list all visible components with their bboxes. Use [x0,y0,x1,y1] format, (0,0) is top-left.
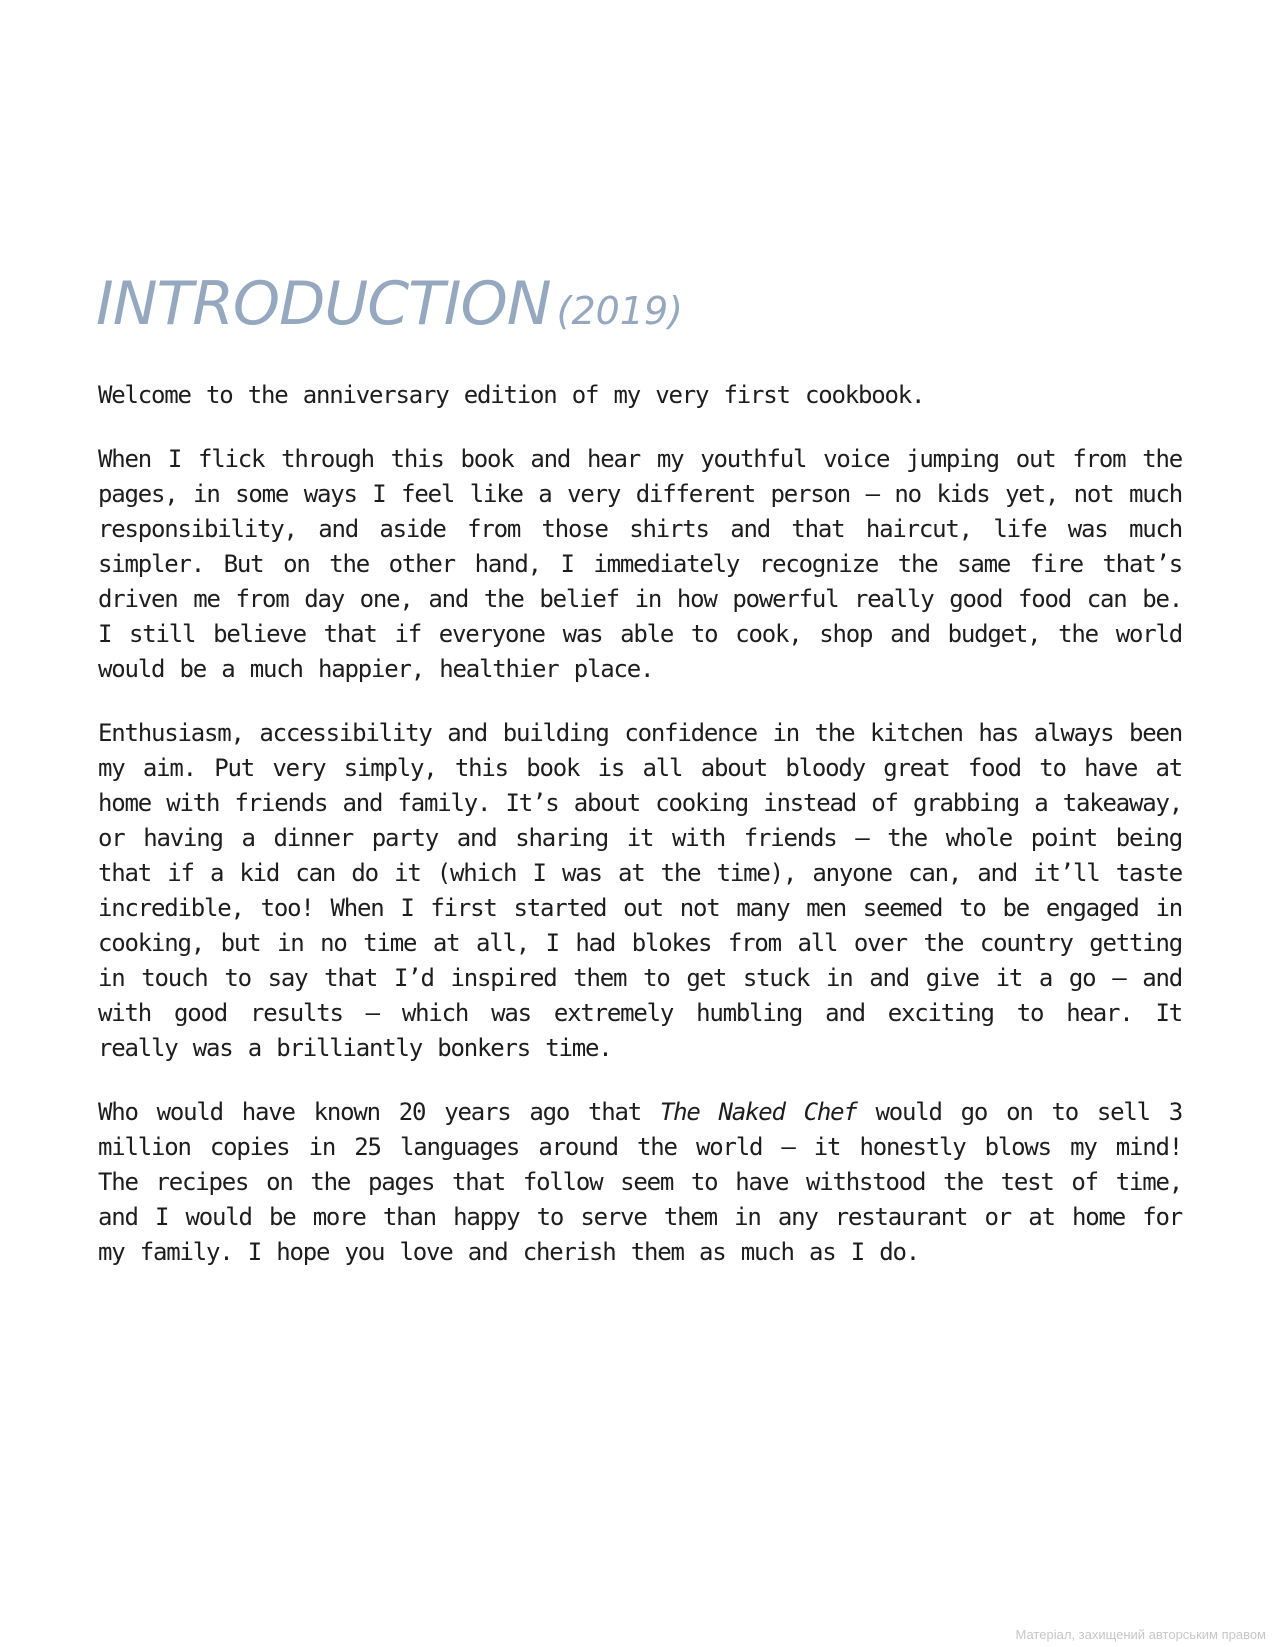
page-title [96,268,683,347]
title-text: INTRODUCTION [96,269,551,339]
paragraph-naked-chef-before: Who would have known 20 years ago that [98,1098,660,1126]
paragraph-naked-chef [98,1095,1182,1270]
paragraph-naked-chef-after: would go on to sell 3 million copies in 25 languages around the world – it honestly blows my mind! The recipes on the pages that follow seem to have withstood the test of time, and I would be more than happy to serve them in any restaurant or at home for my family. I hope you love and cherish them as much as I do. [98,1098,1182,1266]
title-year: (2019) [556,289,683,333]
paragraph-youthful-voice: When I flick through this book and hear my youthful voice jumping out from the pages, in some ways I feel like a very different person – no kids yet, not much responsibility, and aside from those shirts and that haircut, life was much simpler. But on the other hand, I immediately recognize the same fire that’s driven me from day one, and the belief in how powerful really good food can be. I still believe that if everyone was able to cook, shop and budget, the world would be a much happier, healthier place. [98,445,1182,683]
copyright-watermark: Матеріал, захищений авторським правом [1015,1627,1266,1642]
introduction-body [98,378,1182,1299]
paragraph-enthusiasm: Enthusiasm, accessibility and building confidence in the kitchen has always been my aim. Put very simply, this book is all about bloody great food to have at home with friends and family. It’s about cooking instead of grabbing a takeaway, or having a dinner party and sharing it with friends – the whole point being that if a kid can do it (which I was at the time), anyone can, and it’ll taste incredible, too! When I first started out not many men seemed to be engaged in cooking, but in no time at all, I had blokes from all over the country getting in touch to say that I’d inspired them to get stuck in and give it a go – and with good results – which was extremely humbling and exciting to hear. It really was a brilliantly bonkers time. [98,719,1182,1062]
book-title-emphasis: The Naked Chef [659,1098,857,1126]
paragraph-welcome: Welcome to the anniversary edition of my very first cookbook. [98,381,925,409]
